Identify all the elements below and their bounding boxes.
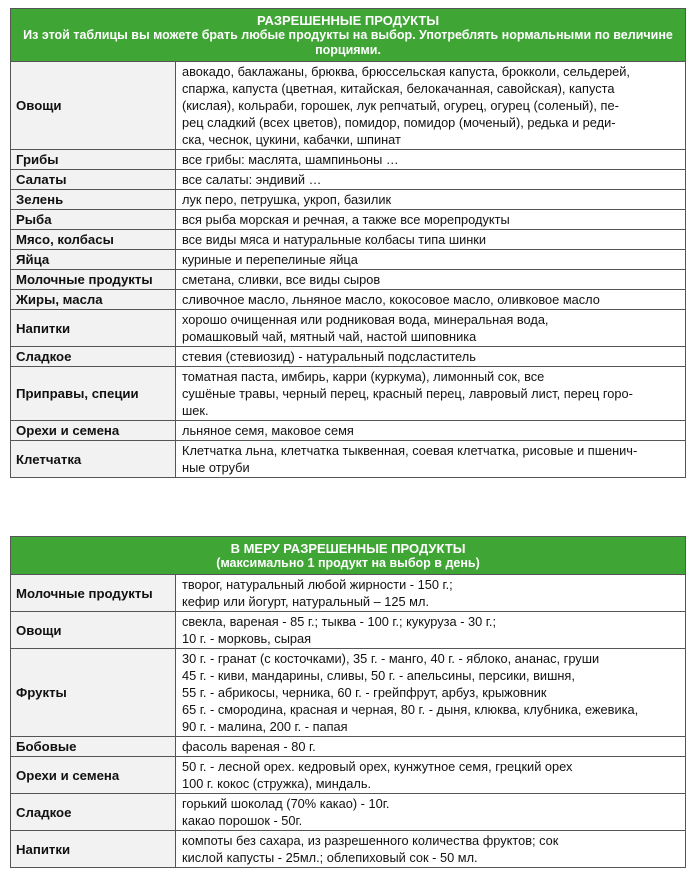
description-line: шек.: [182, 403, 209, 418]
description-line: хорошо очищенная или родниковая вода, минеральная вода,: [182, 312, 549, 327]
table-row: [11, 62, 686, 150]
description-line: 90 г. - малина, 200 г. - папая: [182, 719, 348, 734]
category-cell: Яйца: [11, 250, 176, 270]
table-row: [11, 230, 686, 250]
table-row: [11, 441, 686, 478]
description-cell: [176, 210, 686, 230]
description-cell: [176, 421, 686, 441]
category-cell: Салаты: [11, 170, 176, 190]
description-line: льняное семя, маковое семя: [182, 423, 354, 438]
table-row: [11, 737, 686, 757]
description-line: горький шоколад (70% какао) - 10г.: [182, 796, 390, 811]
allowed-header: [11, 9, 686, 62]
description-line: все салаты: эндивий …: [182, 172, 322, 187]
description-cell: [176, 347, 686, 367]
description-line: рец сладкий (всех цветов), помидор, помидор (моченый), редька и реди-: [182, 115, 616, 130]
description-cell: [176, 831, 686, 868]
table-row: [11, 831, 686, 868]
table-row: [11, 170, 686, 190]
table-row: [11, 310, 686, 347]
category-cell: Молочные продукты: [11, 270, 176, 290]
table-header-row: [11, 9, 686, 62]
description-line: сливочное масло, льняное масло, кокосовое масло, оливковое масло: [182, 292, 600, 307]
table-row: [11, 190, 686, 210]
description-cell: [176, 190, 686, 210]
description-line: авокадо, баклажаны, брюква, брюссельская капуста, брокколи, сельдерей,: [182, 64, 630, 79]
category-cell: Рыба: [11, 210, 176, 230]
category-cell: Напитки: [11, 310, 176, 347]
category-cell: Орехи и семена: [11, 421, 176, 441]
table-row: [11, 290, 686, 310]
table-row: [11, 250, 686, 270]
description-line: сушёные травы, черный перец, красный перец, лавровый лист, перец горо-: [182, 386, 633, 401]
category-cell: Молочные продукты: [11, 575, 176, 612]
description-line: ромашковый чай, мятный чай, настой шиповника: [182, 329, 477, 344]
category-cell: Фрукты: [11, 649, 176, 737]
table-row: [11, 794, 686, 831]
category-cell: Жиры, масла: [11, 290, 176, 310]
category-cell: Клетчатка: [11, 441, 176, 478]
description-line: 55 г. - абрикосы, черника, 60 г. - грейпфрут, арбуз, крыжовник: [182, 685, 547, 700]
description-line: ные отруби: [182, 460, 250, 475]
description-cell: [176, 310, 686, 347]
category-cell: Орехи и семена: [11, 757, 176, 794]
description-line: все грибы: маслята, шампиньоны …: [182, 152, 399, 167]
table-row: [11, 347, 686, 367]
allowed-products-table: [10, 8, 686, 478]
description-cell: [176, 441, 686, 478]
table-header-row: [11, 537, 686, 575]
description-cell: [176, 170, 686, 190]
allowed-title: РАЗРЕШЕННЫЕ ПРОДУКТЫ: [256, 13, 440, 28]
table-row: [11, 649, 686, 737]
description-line: сметана, сливки, все виды сыров: [182, 272, 381, 287]
table-row: [11, 367, 686, 421]
category-cell: Бобовые: [11, 737, 176, 757]
description-cell: [176, 230, 686, 250]
table-row: [11, 575, 686, 612]
description-line: стевия (стевиозид) - натуральный подсластитель: [182, 349, 476, 364]
description-line: томатная паста, имбирь, карри (куркума), лимонный сок, все: [182, 369, 545, 384]
description-cell: [176, 270, 686, 290]
allowed-products-body: [11, 9, 686, 478]
description-line: куриные и перепелиные яйца: [182, 252, 358, 267]
description-line: творог, натуральный любой жирности - 150 г.;: [182, 577, 453, 592]
description-line: 30 г. - гранат (с косточками), 35 г. - манго, 40 г. - яблоко, ананас, груши: [182, 651, 600, 666]
description-cell: [176, 250, 686, 270]
description-line: 65 г. - смородина, красная и черная, 80 г. - дыня, клюква, клубника, ежевика,: [182, 702, 639, 717]
description-line: какао порошок - 50г.: [182, 813, 303, 828]
description-line: (кислая), кольраби, горошек, лук репчатый, огурец, огурец (соленый), пе-: [182, 98, 619, 113]
table-row: [11, 270, 686, 290]
description-cell: [176, 367, 686, 421]
description-line: 50 г. - лесной орех. кедровый орех, кунжутное семя, грецкий орех: [182, 759, 573, 774]
description-line: фасоль вареная - 80 г.: [182, 739, 316, 754]
table-row: [11, 612, 686, 649]
category-cell: Приправы, специи: [11, 367, 176, 421]
allowed-subtitle: Из этой таблицы вы можете брать любые продукты на выбор. Употреблять нормальными по величине порциями.: [23, 28, 673, 57]
description-cell: [176, 794, 686, 831]
category-cell: Грибы: [11, 150, 176, 170]
description-cell: [176, 62, 686, 150]
description-line: 10 г. - морковь, сырая: [182, 631, 312, 646]
table-row: [11, 210, 686, 230]
description-cell: [176, 612, 686, 649]
description-line: ска, чеснок, цукини, кабачки, шпинат: [182, 132, 401, 147]
description-cell: [176, 290, 686, 310]
description-line: кислой капусты - 25мл.; облепиховый сок - 50 мл.: [182, 850, 478, 865]
moderate-header: [11, 537, 686, 575]
description-line: лук перо, петрушка, укроп, базилик: [182, 192, 392, 207]
moderate-products-table: [10, 536, 686, 868]
category-cell: Сладкое: [11, 347, 176, 367]
description-line: вся рыба морская и речная, а также все морепродукты: [182, 212, 510, 227]
table-row: [11, 421, 686, 441]
description-cell: [176, 757, 686, 794]
description-cell: [176, 649, 686, 737]
category-cell: Напитки: [11, 831, 176, 868]
description-line: компоты без сахара, из разрешенного количества фруктов; сок: [182, 833, 559, 848]
moderate-subtitle: (максимально 1 продукт на выбор в день): [216, 556, 480, 570]
category-cell: Мясо, колбасы: [11, 230, 176, 250]
description-line: 100 г. кокос (стружка), миндаль.: [182, 776, 372, 791]
category-cell: Зелень: [11, 190, 176, 210]
description-line: спаржа, капуста (цветная, китайская, белокачанная, савойская), капуста: [182, 81, 615, 96]
description-line: 45 г. - киви, мандарины, сливы, 50 г. - апельсины, персики, вишня,: [182, 668, 575, 683]
description-line: кефир или йогурт, натуральный – 125 мл.: [182, 594, 430, 609]
table-row: [11, 150, 686, 170]
description-line: Клетчатка льна, клетчатка тыквенная, соевая клетчатка, рисовые и пшенич-: [182, 443, 638, 458]
description-line: свекла, вареная - 85 г.; тыква - 100 г.; кукуруза - 30 г.;: [182, 614, 497, 629]
category-cell: Сладкое: [11, 794, 176, 831]
moderate-products-body: [11, 537, 686, 868]
category-cell: Овощи: [11, 62, 176, 150]
description-cell: [176, 737, 686, 757]
description-line: все виды мяса и натуральные колбасы типа шинки: [182, 232, 487, 247]
moderate-title: В МЕРУ РАЗРЕШЕННЫЕ ПРОДУКТЫ: [230, 541, 466, 556]
table-row: [11, 757, 686, 794]
description-cell: [176, 575, 686, 612]
category-cell: Овощи: [11, 612, 176, 649]
description-cell: [176, 150, 686, 170]
